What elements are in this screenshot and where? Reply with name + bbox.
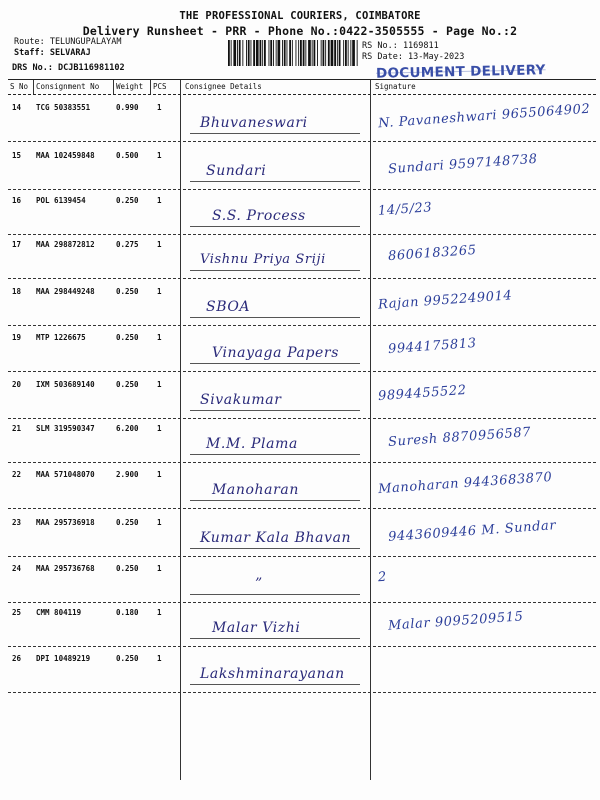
route-label: Route: TELUNGUPALAYAM: [14, 37, 122, 47]
consignee-handwriting: Bhuvaneswari: [200, 115, 308, 131]
row-pcs: 1: [157, 333, 162, 342]
row-weight: 0.250: [116, 196, 139, 205]
row-consignment-no: MAA 571048070: [36, 470, 95, 479]
row-weight: 0.250: [116, 564, 139, 573]
row-sno: 22: [12, 470, 22, 479]
barcode: [228, 40, 358, 66]
consignee-underline: [190, 684, 360, 685]
row-sno: 24: [12, 564, 22, 573]
row-sno: 26: [12, 654, 22, 663]
barcode-bar: [284, 40, 286, 66]
consignee-handwriting: Sundari: [206, 163, 267, 179]
barcode-bar: [233, 40, 236, 66]
row-consignment-no: POL 6139454: [36, 196, 86, 205]
row-pcs: 1: [157, 380, 162, 389]
barcode-bar: [262, 40, 263, 66]
divider: [150, 80, 151, 94]
row-sno: 18: [12, 287, 22, 296]
consignee-underline: [190, 133, 360, 134]
barcode-bar: [276, 40, 277, 66]
row-sno: 25: [12, 608, 22, 617]
barcode-bar: [337, 40, 338, 66]
barcode-bar: [256, 40, 259, 66]
row-sno: 20: [12, 380, 22, 389]
consignee-underline: [190, 548, 360, 549]
row-consignment-no: MAA 295736768: [36, 564, 95, 573]
row-consignment-no: MAA 298449248: [36, 287, 95, 296]
barcode-bar: [260, 40, 262, 66]
barcode-bar: [237, 40, 238, 66]
signature-handwriting: Sundari 9597148738: [387, 151, 539, 178]
document-delivery-stamp: DOCUMENT DELIVERY: [375, 62, 546, 82]
row-sno: 17: [12, 240, 22, 249]
barcode-bar: [242, 40, 243, 66]
header-bottom-rule: [8, 94, 596, 95]
row-weight: 6.200: [116, 424, 139, 433]
row-consignment-no: DPI 10489219: [36, 654, 91, 663]
barcode-bar: [357, 40, 358, 66]
row-separator: [8, 556, 596, 557]
row-pcs: 1: [157, 470, 162, 479]
barcode-bar: [289, 40, 291, 66]
row-weight: 0.990: [116, 103, 139, 112]
consignee-underline: [190, 454, 360, 455]
row-sno: 19: [12, 333, 22, 342]
barcode-bar: [303, 40, 305, 66]
barcode-bar: [282, 40, 283, 66]
row-sno: 14: [12, 103, 22, 112]
row-separator: [8, 462, 596, 463]
barcode-bar: [305, 40, 306, 66]
signature-handwriting: 9894455522: [377, 382, 468, 405]
barcode-bar: [270, 40, 272, 66]
row-weight: 0.500: [116, 151, 139, 160]
barcode-bar: [317, 40, 318, 66]
col-consignment-header: Consignment No: [36, 82, 100, 91]
row-separator: [8, 371, 596, 372]
row-consignment-no: IXM 503689140: [36, 380, 95, 389]
consignee-column-divider: [180, 80, 181, 780]
consignee-underline: [190, 181, 360, 182]
consignee-handwriting: Lakshminarayanan: [200, 666, 345, 682]
row-weight: 0.250: [116, 333, 139, 342]
col-pcs-header: PCS: [153, 82, 167, 91]
barcode-bar: [345, 40, 347, 66]
row-weight: 0.250: [116, 518, 139, 527]
company-title: THE PROFESSIONAL COURIERS, COIMBATORE: [179, 10, 421, 22]
consignee-handwriting: Sivakumar: [200, 392, 282, 408]
barcode-bar: [323, 40, 325, 66]
consignee-handwriting: ”: [255, 576, 263, 592]
row-consignment-no: TCG 50383551: [36, 103, 91, 112]
consignee-handwriting: Malar Vizhi: [212, 620, 301, 636]
barcode-bar: [321, 40, 322, 66]
row-separator: [8, 692, 596, 693]
consignee-underline: [190, 226, 360, 227]
barcode-bar: [314, 40, 316, 66]
barcode-bar: [264, 40, 266, 66]
barcode-bar: [348, 40, 349, 66]
row-consignment-no: MAA 295736918: [36, 518, 95, 527]
row-pcs: 1: [157, 518, 162, 527]
row-weight: 0.180: [116, 608, 139, 617]
divider: [33, 80, 34, 94]
row-separator: [8, 234, 596, 235]
row-pcs: 1: [157, 103, 162, 112]
row-weight: 0.275: [116, 240, 139, 249]
barcode-bar: [239, 40, 241, 66]
barcode-bar: [352, 40, 355, 66]
barcode-bar: [278, 40, 281, 66]
row-sno: 15: [12, 151, 22, 160]
signature-column-divider: [370, 80, 371, 780]
staff-label: Staff: SELVARAJ: [14, 48, 91, 58]
row-separator: [8, 278, 596, 279]
consignee-underline: [190, 270, 360, 271]
row-consignment-no: MAA 102459848: [36, 151, 95, 160]
barcode-bar: [343, 40, 344, 66]
col-weight-header: Weight: [116, 82, 144, 91]
barcode-bar: [292, 40, 293, 66]
barcode-bar: [296, 40, 297, 66]
consignee-handwriting: Vishnu Priya Sriji: [200, 252, 326, 267]
consignee-underline: [190, 317, 360, 318]
runsheet-title: Delivery Runsheet - PRR - Phone No.:0422-3505555 - Page No.:2: [82, 24, 518, 38]
row-weight: 0.250: [116, 380, 139, 389]
row-pcs: 1: [157, 608, 162, 617]
row-sno: 16: [12, 196, 22, 205]
row-weight: 0.250: [116, 654, 139, 663]
consignee-underline: [190, 638, 360, 639]
consignee-underline: [190, 410, 360, 411]
barcode-bar: [350, 40, 351, 66]
consignee-underline: [190, 594, 360, 595]
row-separator: [8, 141, 596, 142]
consignee-handwriting: Kumar Kala Bhavan: [200, 530, 352, 546]
drs-number: DRS No.: DCJB116981102: [12, 63, 125, 73]
signature-handwriting: 9443609446 M. Sundar: [387, 518, 557, 545]
row-separator: [8, 189, 596, 190]
row-pcs: 1: [157, 240, 162, 249]
row-sno: 21: [12, 424, 22, 433]
barcode-bar: [246, 40, 247, 66]
barcode-bar: [287, 40, 288, 66]
row-separator: [8, 646, 596, 647]
row-consignment-no: MTP 1226675: [36, 333, 86, 342]
row-weight: 2.900: [116, 470, 139, 479]
barcode-bar: [248, 40, 250, 66]
barcode-bar: [312, 40, 313, 66]
row-consignment-no: MAA 298872812: [36, 240, 95, 249]
header-top-rule: [8, 79, 596, 80]
barcode-bar: [328, 40, 330, 66]
barcode-bar: [298, 40, 299, 66]
col-consignee-header: Consignee Details: [185, 82, 262, 91]
barcode-bar: [334, 40, 336, 66]
barcode-bar: [331, 40, 334, 66]
row-weight: 0.250: [116, 287, 139, 296]
row-pcs: 1: [157, 196, 162, 205]
barcode-bar: [231, 40, 232, 66]
consignee-handwriting: S.S. Process: [212, 208, 306, 224]
barcode-bar: [273, 40, 274, 66]
barcode-bar: [325, 40, 326, 66]
signature-handwriting: 14/5/23: [377, 200, 433, 219]
barcode-bar: [308, 40, 311, 66]
col-signature-header: Signature: [375, 82, 416, 91]
divider: [113, 80, 114, 94]
barcode-bar: [269, 40, 270, 66]
col-sno-header: S No: [10, 82, 29, 91]
barcode-bar: [251, 40, 252, 66]
signature-handwriting: Malar 9095209515: [387, 609, 524, 634]
consignee-underline: [190, 500, 360, 501]
row-pcs: 1: [157, 287, 162, 296]
signature-handwriting: 8606183265: [387, 242, 478, 265]
signature-handwriting: Manoharan 9443683870: [377, 469, 553, 498]
row-separator: [8, 602, 596, 603]
row-separator: [8, 508, 596, 509]
signature-handwriting: Rajan 9952249014: [377, 288, 513, 313]
row-pcs: 1: [157, 424, 162, 433]
consignee-handwriting: Vinayaga Papers: [212, 345, 339, 361]
signature-handwriting: Suresh 8870956587: [387, 425, 532, 450]
row-separator: [8, 325, 596, 326]
row-pcs: 1: [157, 654, 162, 663]
barcode-bar: [228, 40, 230, 66]
row-sno: 23: [12, 518, 22, 527]
row-pcs: 1: [157, 564, 162, 573]
barcode-bar: [339, 40, 341, 66]
consignee-handwriting: Manoharan: [212, 482, 299, 498]
signature-handwriting: N. Pavaneshwari 9655064902: [377, 101, 591, 132]
consignee-handwriting: SBOA: [206, 299, 251, 315]
row-pcs: 1: [157, 151, 162, 160]
barcode-bar: [300, 40, 302, 66]
signature-handwriting: 2: [377, 569, 388, 586]
signature-handwriting: 9944175813: [387, 335, 478, 358]
consignee-handwriting: M.M. Plama: [206, 436, 298, 452]
consignee-underline: [190, 363, 360, 364]
row-separator: [8, 418, 596, 419]
barcode-bar: [253, 40, 255, 66]
rs-number: RS No.: 1169811: [362, 41, 439, 51]
row-consignment-no: CMM 804119: [36, 608, 82, 617]
row-consignment-no: SLM 319590347: [36, 424, 95, 433]
rs-date: RS Date: 13-May-2023: [362, 52, 465, 62]
